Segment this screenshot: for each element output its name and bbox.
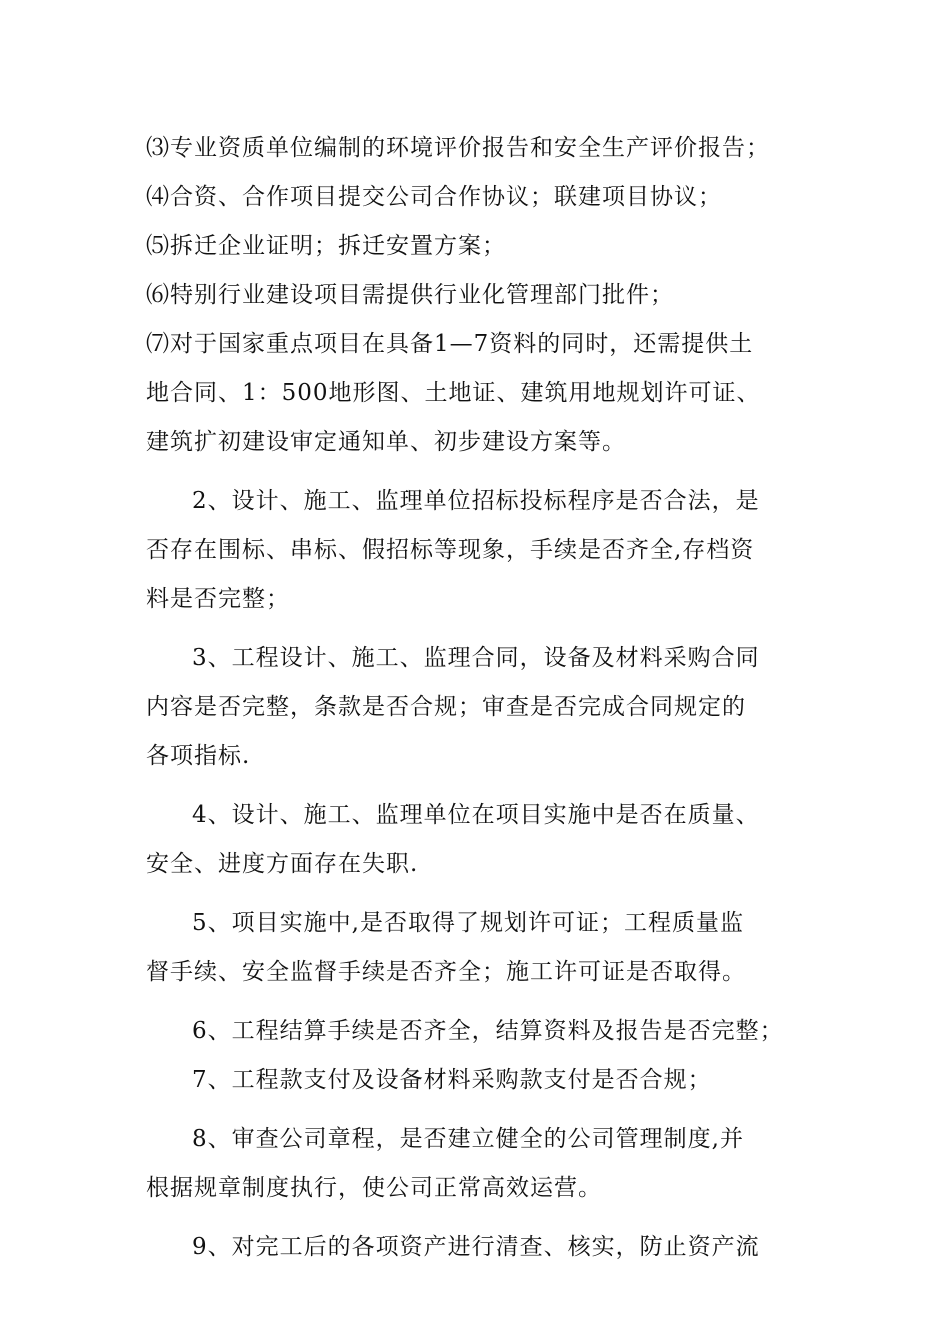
text-line: ⑹特别行业建设项目需提供行业化管理部门批件； (146, 282, 674, 308)
paragraph-8-start: 8、审查公司章程，是否建立健全的公司管理制度,并 (192, 1126, 744, 1152)
text-line: ⑺对于国家重点项目在具备1—7资料的同时，还需提供土 (146, 331, 754, 357)
text-line: ⑶专业资质单位编制的环境评价报告和安全生产评价报告； (146, 135, 770, 161)
text-line: 安全、进度方面存在失职. (146, 851, 419, 877)
paragraph-2-start: 2、设计、施工、监理单位招标投标程序是否合法，是 (192, 488, 760, 514)
paragraph-9-start: 9、对完工后的各项资产进行清查、核实，防止资产流 (192, 1234, 760, 1260)
text-line: ⑷合资、合作项目提交公司合作协议；联建项目协议； (146, 184, 722, 210)
paragraph-5-start: 5、项目实施中,是否取得了规划许可证；工程质量监 (192, 910, 744, 936)
document-body (146, 124, 808, 1272)
text-line: 建筑扩初建设审定通知单、初步建设方案等。 (146, 429, 626, 455)
text-line: 根据规章制度执行，使公司正常高效运营。 (146, 1175, 602, 1201)
text-line: 内容是否完整，条款是否合规；审查是否完成合同规定的 (146, 694, 746, 720)
text-line: 督手续、安全监督手续是否齐全；施工许可证是否取得。 (146, 959, 746, 985)
paragraph-6: 6、工程结算手续是否齐全，结算资料及报告是否完整； (192, 1018, 784, 1044)
text-line: 各项指标. (146, 743, 251, 769)
text-line: 料是否完整； (146, 586, 290, 612)
text-line: 地合同、1：500地形图、土地证、建筑用地规划许可证、 (146, 380, 761, 406)
paragraph-3-start: 3、工程设计、施工、监理合同，设备及材料采购合同 (192, 645, 760, 671)
text-line: ⑸拆迁企业证明；拆迁安置方案； (146, 233, 506, 259)
paragraph-7: 7、工程款支付及设备材料采购款支付是否合规； (192, 1067, 712, 1093)
paragraph-4-start: 4、设计、施工、监理单位在项目实施中是否在质量、 (192, 802, 760, 828)
text-line: 否存在围标、串标、假招标等现象，手续是否齐全,存档资 (146, 537, 755, 563)
